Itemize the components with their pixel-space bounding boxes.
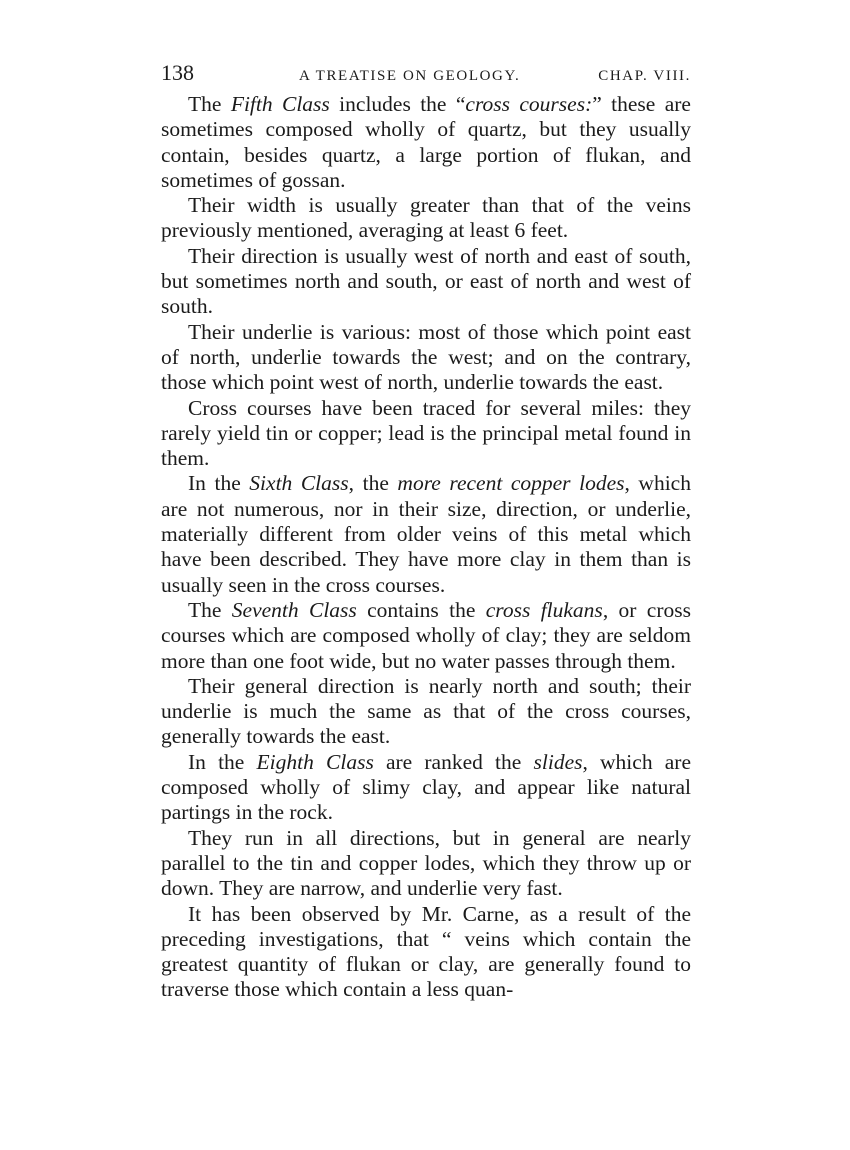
italic-phrase: slides: [533, 749, 583, 774]
paragraph-width: Their width is usually greater than that of the veins previously mentioned, averaging at least 6 feet.: [161, 193, 691, 243]
italic-phrase: Sixth Class: [249, 471, 349, 496]
book-page: [161, 58, 691, 1003]
italic-phrase: more recent copper lodes: [397, 471, 625, 496]
paragraph-mr-carne: It has been observed by Mr. Carne, as a result of the preceding investigations, that “ veins which contain the greatest quantity of flukan or clay, are generally found to traverse those which contain a less quan-: [161, 901, 691, 1002]
italic-phrase: Eighth Class: [256, 749, 374, 774]
paragraph-fifth-class: The Fifth Class includes the “cross courses:” these are sometimes composed wholly of quartz, but they usually contain, besides quartz, a large portion of flukan, and sometimes of gossan.: [161, 92, 691, 192]
italic-phrase: Seventh Class: [231, 597, 357, 622]
body-text: [161, 92, 691, 1003]
paragraph-slides-run: They run in all directions, but in general are nearly parallel to the tin and copper lodes, which they throw up or down. They are narrow, and underlie very fast.: [161, 825, 691, 901]
paragraph-underlie: Their underlie is various: most of those which point east of north, underlie towards the west; and on the contrary, those which point west of north, underlie towards the east.: [161, 319, 691, 395]
chapter-label: CHAP. VIII.: [598, 68, 691, 84]
paragraph-seventh-class: The Seventh Class contains the cross flukans, or cross courses which are composed wholly of clay; they are seldom more than one foot wide, but no water passes through them.: [161, 597, 691, 673]
italic-phrase: cross courses:: [465, 92, 593, 116]
paragraph-general-direction: Their general direction is nearly north and south; their underlie is much the same as that of the cross courses, generally towards the east.: [161, 673, 691, 749]
paragraph-eighth-class: In the Eighth Class are ranked the slides, which are composed wholly of slimy clay, and appear like natural partings in the rock.: [161, 749, 691, 825]
running-head: [161, 58, 691, 92]
italic-phrase: cross flukans: [485, 597, 603, 622]
paragraph-cross-courses: Cross courses have been traced for several miles: they rarely yield tin or copper; lead is the principal metal found in them.: [161, 395, 691, 471]
paragraph-direction: Their direction is usually west of north and east of south, but sometimes north and south, or east of north and west of south.: [161, 243, 691, 319]
paragraph-sixth-class: In the Sixth Class, the more recent copper lodes, which are not numerous, nor in their size, direction, or underlie, materially different from older veins of this metal which have been described. They have more clay in them than is usually seen in the cross courses.: [161, 471, 691, 597]
running-title: A TREATISE ON GEOLOGY.: [299, 68, 521, 84]
italic-phrase: Fifth Class: [230, 92, 330, 116]
page-number: 138: [161, 60, 194, 85]
